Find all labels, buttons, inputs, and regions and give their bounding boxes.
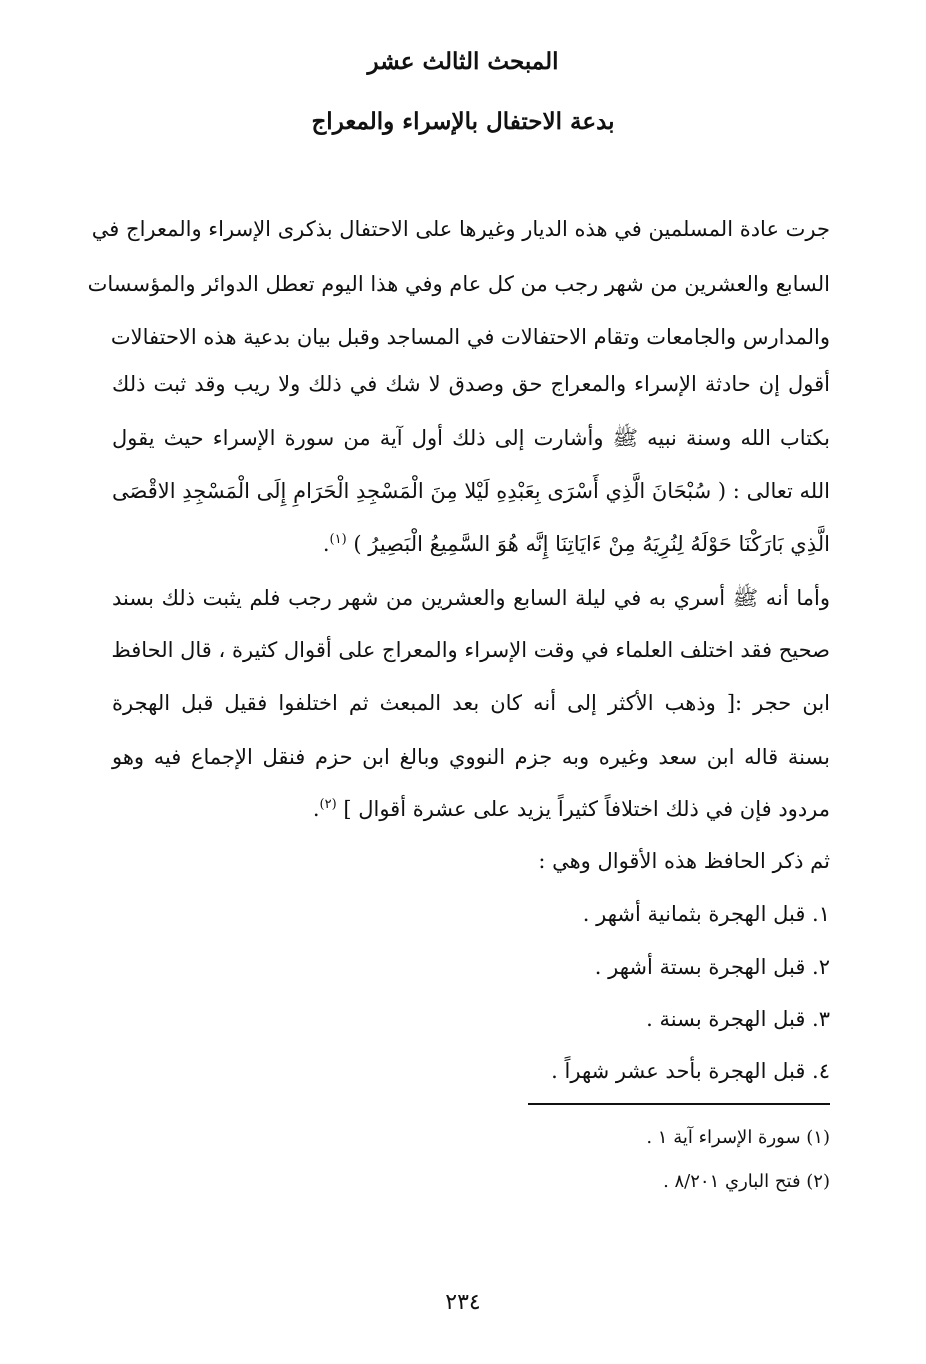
quran-verse-text: الَّذِي بَارَكْنَا حَوْلَهُ لِنُرِيَهُ مِنْ ءَايَاتِنَا إِنَّه هُوَ السَّمِيعُ الْبَصِيرُ ) xyxy=(353,532,830,556)
footnote-reference: (١) xyxy=(329,532,347,547)
footnote: (٢) فتح الباري ٨/٢٠١ . xyxy=(663,1171,830,1192)
paragraph-line: أقول إن حادثة الإسراء والمعراج حق وصدق لا شك في ذلك ولا ريب وقد ثبت ذلك xyxy=(112,372,830,396)
paragraph-line-end xyxy=(112,783,830,835)
sentence-period: . xyxy=(322,532,330,556)
page-number: ٢٣٤ xyxy=(445,1290,481,1315)
footnote-reference: (٢) xyxy=(319,797,337,812)
list-item: ٢. قبل الهجرة بستة أشهر . xyxy=(594,955,830,979)
list-item: ٤. قبل الهجرة بأحد عشر شهراً . xyxy=(551,1059,830,1083)
paragraph-line: بسنة قاله ابن سعد وغيره وبه جزم النووي وبالغ ابن حزم فنقل الإجماع فيه وهو xyxy=(112,745,830,769)
paragraph-line: جرت عادة المسلمين في هذه الديار وغيرها على الاحتفال بذكرى الإسراء والمعراج في xyxy=(91,217,830,241)
list-item: ١. قبل الهجرة بثمانية أشهر . xyxy=(582,902,830,926)
section-title: بدعة الاحتفال بالإسراء والمعراج xyxy=(311,108,615,135)
sentence-period: . xyxy=(312,797,320,821)
paragraph-line: بكتاب الله وسنة نبيه ﷺ وأشارت إلى ذلك أول آية من سورة الإسراء حيث يقول xyxy=(112,426,830,450)
paragraph-line: والمدارس والجامعات وتقام الاحتفالات في المساجد وقبل بيان بدعية هذه الاحتفالات xyxy=(110,325,830,349)
list-intro: ثم ذكر الحافظ هذه الأقوال وهي : xyxy=(538,849,830,873)
quran-verse-line-end xyxy=(112,518,830,570)
paragraph-line: ابن حجر :[ وذهب الأكثر إلى أنه كان بعد المبعث ثم اختلفوا فقيل قبل الهجرة xyxy=(112,691,830,715)
paragraph-line: وأما أنه ﷺ أسري به في ليلة السابع والعشرين من شهر رجب فلم يثبت ذلك بسند xyxy=(112,586,830,610)
paragraph-line: السابع والعشرين من شهر رجب من كل عام وفي هذا اليوم تعطل الدوائر والمؤسسات xyxy=(87,272,830,296)
paragraph-line: صحيح فقد اختلف العلماء في وقت الإسراء والمعراج على أقوال كثيرة ، قال الحافظ xyxy=(111,638,830,662)
footnote-separator xyxy=(528,1103,830,1105)
quote-end-text: مردود فإن في ذلك اختلافاً كثيراً يزيد على عشرة أقوال ] xyxy=(343,797,830,821)
footnote: (١) سورة الإسراء آية ١ . xyxy=(646,1127,830,1148)
quran-verse-line: الله تعالى : ( سُبْحَانَ الَّذِي أَسْرَى بِعَبْدِهِ لَيْلا مِنَ الْمَسْجِدِ الْحَرَامِ إِلَى الْمَسْجِدِ الاقْصَى xyxy=(112,479,830,503)
section-heading: المبحث الثالث عشر xyxy=(367,48,559,75)
list-item: ٣. قبل الهجرة بسنة . xyxy=(646,1007,830,1031)
